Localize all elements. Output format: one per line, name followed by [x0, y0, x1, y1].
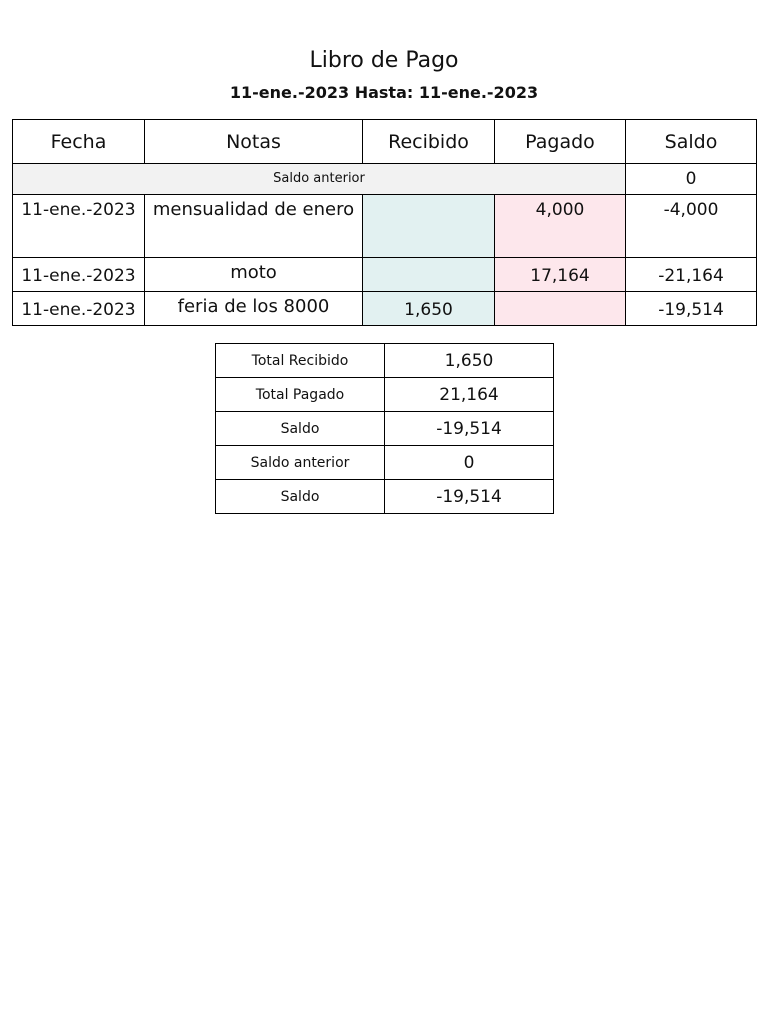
cell-pagado: 17,164	[495, 258, 626, 292]
ledger-header-row	[13, 120, 757, 164]
table-row	[13, 195, 757, 258]
cell-notas: feria de los 8000	[145, 292, 363, 326]
summary-value: -19,514	[385, 480, 554, 514]
cell-fecha: 11-ene.-2023	[13, 195, 145, 258]
summary-value: -19,514	[385, 412, 554, 446]
header-recibido: Recibido	[363, 120, 495, 164]
previous-balance-row	[13, 164, 757, 195]
summary-value: 21,164	[385, 378, 554, 412]
table-row	[13, 292, 757, 326]
cell-saldo: -21,164	[626, 258, 757, 292]
cell-fecha: 11-ene.-2023	[13, 258, 145, 292]
cell-fecha: 11-ene.-2023	[13, 292, 145, 326]
header-saldo: Saldo	[626, 120, 757, 164]
summary-label: Saldo	[216, 412, 385, 446]
summary-value: 1,650	[385, 344, 554, 378]
summary-table	[215, 343, 554, 514]
summary-label: Total Recibido	[216, 344, 385, 378]
header-fecha: Fecha	[13, 120, 145, 164]
previous-balance-value: 0	[626, 164, 757, 195]
summary-row	[216, 446, 554, 480]
header-pagado: Pagado	[495, 120, 626, 164]
summary-row	[216, 412, 554, 446]
cell-saldo: -19,514	[626, 292, 757, 326]
summary-row	[216, 344, 554, 378]
header-notas: Notas	[145, 120, 363, 164]
summary-label: Saldo anterior	[216, 446, 385, 480]
table-row	[13, 258, 757, 292]
ledger-table	[12, 119, 757, 326]
previous-balance-label: Saldo anterior	[13, 164, 626, 195]
summary-row	[216, 480, 554, 514]
cell-recibido	[363, 258, 495, 292]
cell-pagado: 4,000	[495, 195, 626, 258]
summary-row	[216, 378, 554, 412]
cell-recibido	[363, 195, 495, 258]
cell-notas: mensualidad de enero	[145, 195, 363, 258]
cell-saldo: -4,000	[626, 195, 757, 258]
document-title: Libro de Pago	[309, 48, 459, 73]
summary-value: 0	[385, 446, 554, 480]
summary-label: Total Pagado	[216, 378, 385, 412]
cell-notas: moto	[145, 258, 363, 292]
cell-recibido: 1,650	[363, 292, 495, 326]
date-range-subtitle: 11-ene.-2023 Hasta: 11-ene.-2023	[229, 83, 539, 102]
cell-pagado	[495, 292, 626, 326]
summary-label: Saldo	[216, 480, 385, 514]
